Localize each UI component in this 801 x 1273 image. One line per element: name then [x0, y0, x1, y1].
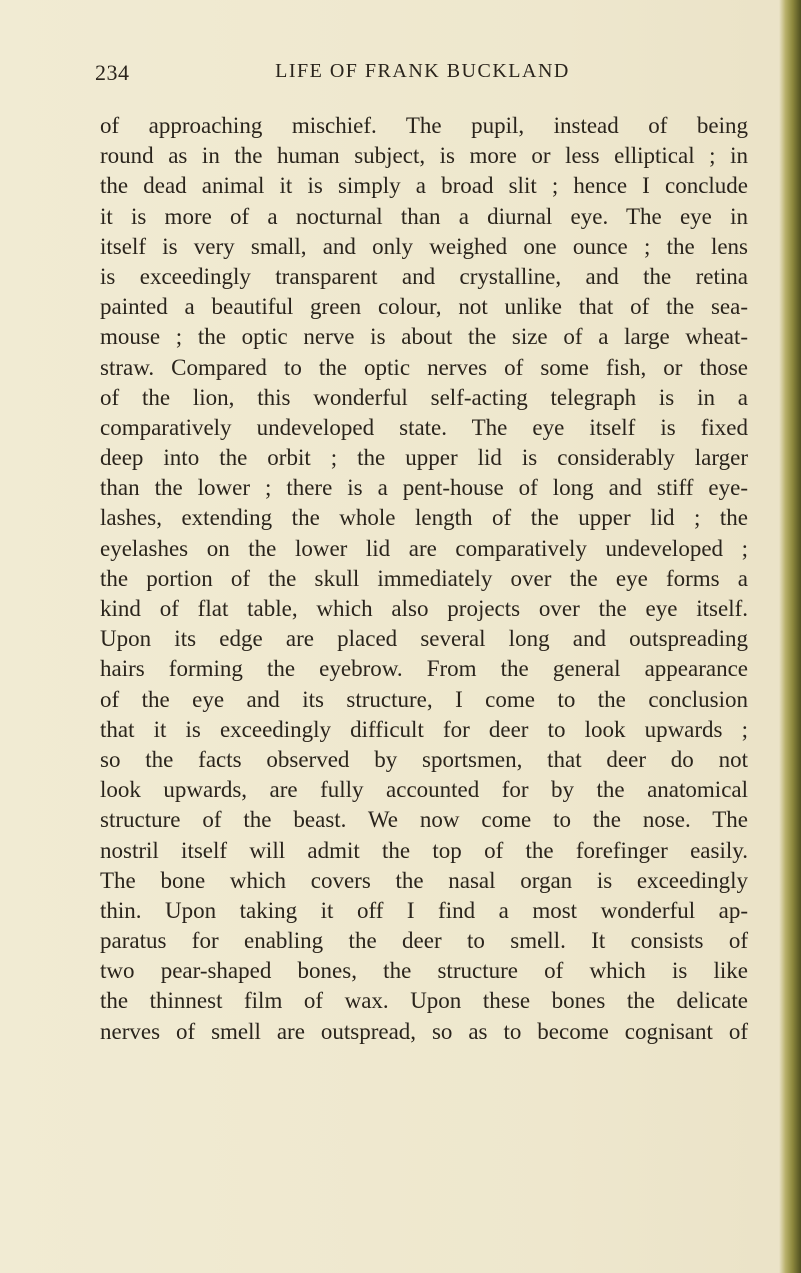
- text-line: comparatively undeveloped state. The eye itself is fixed: [100, 414, 748, 440]
- text-line: than the lower ; there is a pent-house of long and stiff eye-: [100, 475, 748, 501]
- text-line: of the lion, this wonderful self-acting telegraph is in a: [100, 384, 748, 410]
- text-line: that it is exceedingly difficult for deer to look upwards ;: [100, 716, 748, 742]
- text-line: thin. Upon taking it off I find a most wonderful ap-: [100, 897, 748, 923]
- text-line: the portion of the skull immediately over the eye forms a: [100, 565, 748, 591]
- text-line: Upon its edge are placed several long and outspreading: [100, 626, 748, 652]
- text-line: it is more of a nocturnal than a diurnal eye. The eye in: [100, 203, 748, 229]
- text-line: round as in the human subject, is more or less elliptical ; in: [100, 143, 748, 169]
- text-line: two pear-shaped bones, the structure of which is like: [100, 958, 748, 984]
- text-line: nerves of smell are outspread, so as to become cognisant of: [100, 1018, 748, 1044]
- page-header: [95, 60, 750, 90]
- text-line: mouse ; the optic nerve is about the size of a large wheat-: [100, 324, 748, 350]
- text-line: kind of flat table, which also projects over the eye itself.: [100, 596, 748, 621]
- text-line: painted a beautiful green colour, not unlike that of the sea-: [100, 294, 748, 320]
- text-line: straw. Compared to the optic nerves of some fish, or those: [100, 354, 748, 380]
- text-line: hairs forming the eyebrow. From the general appearance: [100, 656, 748, 682]
- text-line: of the eye and its structure, I come to the conclusion: [100, 686, 748, 712]
- text-line: itself is very small, and only weighed one ounce ; the lens: [100, 233, 748, 259]
- text-line: the thinnest film of wax. Upon these bones the delicate: [100, 988, 748, 1014]
- text-line: deep into the orbit ; the upper lid is considerably larger: [100, 445, 748, 471]
- body-text: [100, 111, 748, 1047]
- page-number: 234: [95, 60, 130, 85]
- text-line: eyelashes on the lower lid are comparatively undeveloped ;: [100, 535, 748, 561]
- text-line: look upwards, are fully accounted for by the anatomical: [100, 777, 748, 803]
- running-head: LIFE OF FRANK BUCKLAND: [275, 60, 570, 82]
- text-line: is exceedingly transparent and crystalline, and the retina: [100, 263, 748, 289]
- text-line: of approaching mischief. The pupil, instead of being: [100, 113, 748, 138]
- text-line: paratus for enabling the deer to smell. It consists of: [100, 928, 748, 954]
- text-line: structure of the beast. We now come to the nose. The: [100, 807, 748, 833]
- text-line: so the facts observed by sportsmen, that deer do not: [100, 746, 748, 772]
- page-binding-edge: [779, 0, 801, 1273]
- text-line: lashes, extending the whole length of the upper lid ; the: [100, 505, 748, 531]
- text-line: nostril itself will admit the top of the forefinger easily.: [100, 837, 748, 863]
- text-line: The bone which covers the nasal organ is exceedingly: [100, 867, 748, 893]
- text-line: the dead animal it is simply a broad slit ; hence I conclude: [100, 173, 748, 199]
